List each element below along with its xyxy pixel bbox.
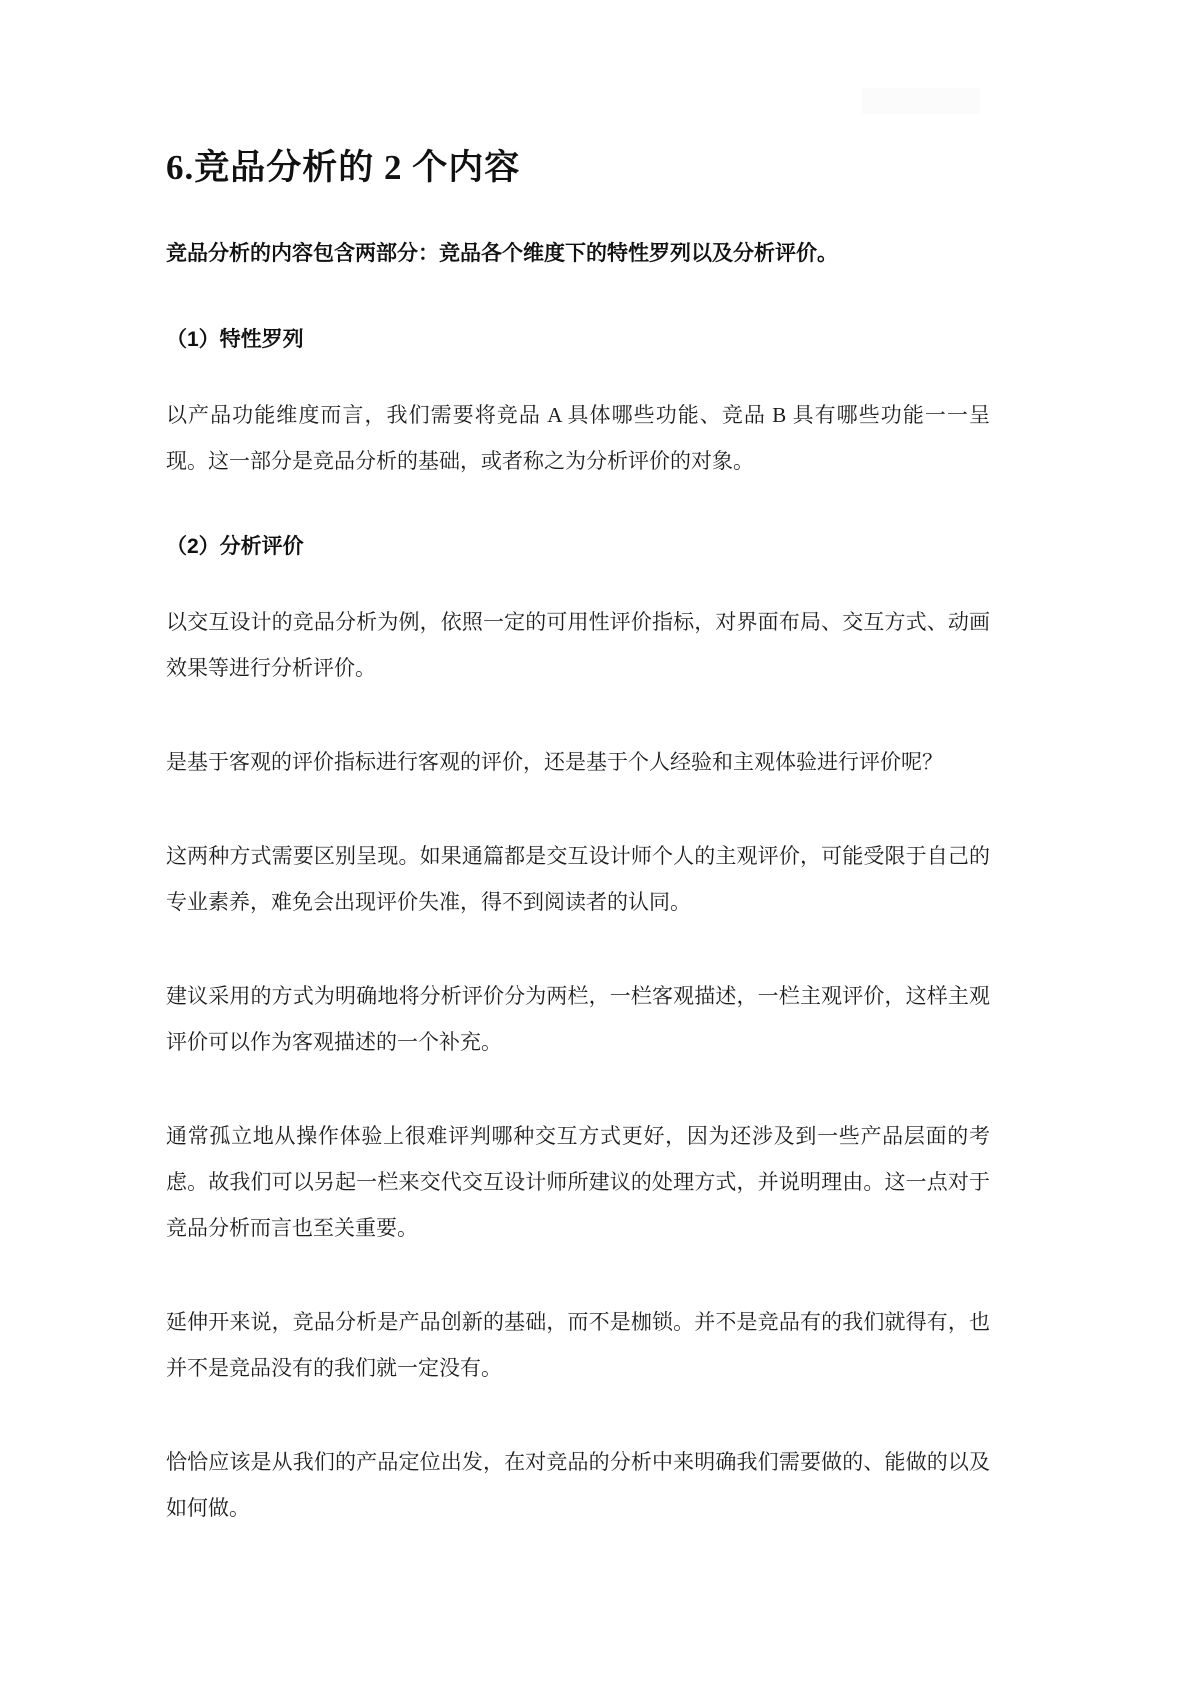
- document-content: [166, 0, 990, 1531]
- paragraph: 是基于客观的评价指标进行客观的评价，还是基于个人经验和主观体验进行评价呢？: [166, 750, 943, 774]
- paragraph: 以产品功能维度而言，我们需要将竞品 A 具体哪些功能、竞品 B 具有哪些功能一一呈现。这一部分是竞品分析的基础，或者称之为分析评价的对象。: [166, 403, 990, 473]
- paragraph: 这两种方式需要区别呈现。如果通篇都是交互设计师个人的主观评价，可能受限于自己的专业素养，难免会出现评价失准，得不到阅读者的认同。: [166, 844, 990, 914]
- subheading-analysis-evaluation: （2）分析评价: [166, 535, 304, 558]
- paragraph: 延伸开来说，竞品分析是产品创新的基础，而不是枷锁。并不是竞品有的我们就得有，也并不是竞品没有的我们就一定没有。: [166, 1310, 990, 1380]
- paragraph: 通常孤立地从操作体验上很难评判哪种交互方式更好，因为还涉及到一些产品层面的考虑。故我们可以另起一栏来交代交互设计师所建议的处理方式，并说明理由。这一点对于竞品分析而言也至关重要。: [166, 1124, 990, 1240]
- lead-sentence: 竞品分析的内容包含两部分：竞品各个维度下的特性罗列以及分析评价。: [166, 242, 838, 265]
- subheading-feature-listing: （1）特性罗列: [166, 328, 304, 351]
- paragraph: 以交互设计的竞品分析为例，依照一定的可用性评价指标，对界面布局、交互方式、动画效果等进行分析评价。: [166, 610, 990, 680]
- paragraph: 恰恰应该是从我们的产品定位出发，在对竞品的分析中来明确我们需要做的、能做的以及如何做。: [166, 1450, 990, 1520]
- page-title: 6.竞品分析的 2 个内容: [166, 148, 521, 187]
- paragraph: 建议采用的方式为明确地将分析评价分为两栏，一栏客观描述，一栏主观评价，这样主观评价可以作为客观描述的一个补充。: [166, 984, 990, 1054]
